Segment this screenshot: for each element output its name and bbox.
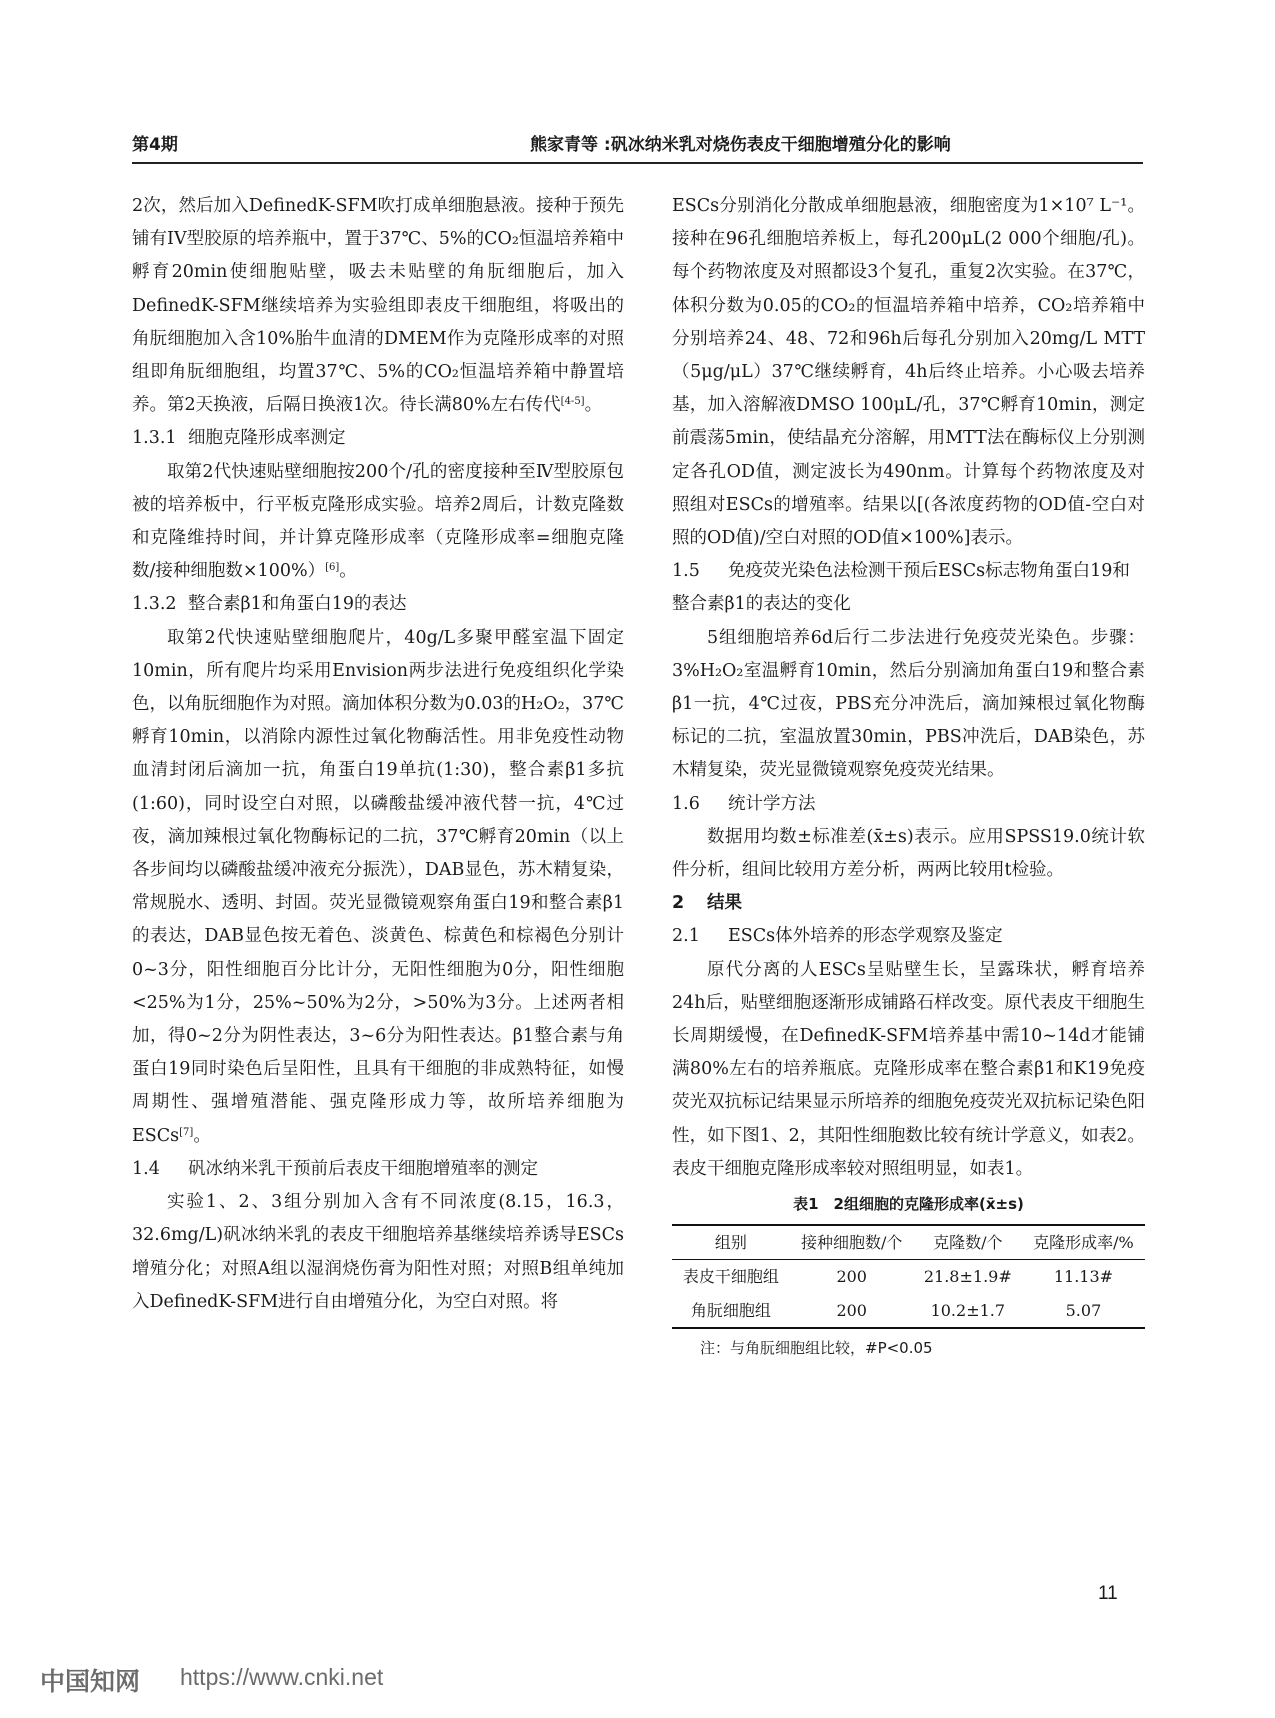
paragraph: 取第2代快速贴壁细胞爬片，40g/L多聚甲醛室温下固定10min，所有爬片均采用Envision两步法进行免疫组织化学染色，以角朊细胞作为对照。滴加体积分数为0.03的H₂O₂，37℃孵育10min，以消除内源性过氧化物酶活性。用非免疫性动物血清封闭后滴加一抗，角蛋白19单抗(1:30)，整合素β1多抗(1:60)，同时设空白对照，以磷酸盐缓冲液代替一抗，4℃过夜，滴加辣根过氧化物酶标记的二抗，37℃孵育20min（以上各步间均以磷酸盐缓冲液充分振洗），DAB显色，苏木精复染，常规脱水、透明、封固。荧光显微镜观察角蛋白19和整合素β1的表达，DAB显色按无着色、淡黄色、棕黄色和棕褐色分别计0~3分，阳性细胞百分比计分，无阳性细胞为0分，阳性细胞<25%为1分，25%~50%为2分，>50%为3分。上述两者相加，得0~2分为阴性表达，3~6分为阳性表达。β1整合素与角蛋白19同时染色后呈阳性，且具有干细胞的非成熟特征，如慢周期性、强增殖潜能、强克隆形成力等，故所培养细胞为ESCs[7]。 [132,627,624,1146]
paragraph: ESCs分别消化分散成单细胞悬液，细胞密度为1×10⁷ L⁻¹。接种在96孔细胞培养板上，每孔200μL(2 000个细胞/孔)。每个药物浓度及对照都设3个复孔，重复2次实验。在37℃，体积分数为0.05的CO₂的恒温培养箱中培养，CO₂培养箱中分别培养24、48、72和96h后每孔分别加入20mg/L MTT（5μg/μL）37℃继续孵育，4h后终止培养。小心吸去培养基，加入溶解液DMSO 100μL/孔，37℃孵育10min，测定前震荡5min，使结晶充分溶解，用MTT法在酶标仪上分别测定各孔OD值，测定波长为490nm。计算每个药物浓度及对照组对ESCs的增殖率。结果以[(各浓度药物的OD值-空白对照的OD值)/空白对照的OD值×100%]表示。 [672,196,1145,549]
table-row [672,1294,1145,1328]
table-header: 克隆形成率/% [1022,1225,1145,1260]
table-cell: 5.07 [1022,1294,1145,1328]
table-cell: 表皮干细胞组 [682,1267,779,1287]
right-column [672,190,1145,1363]
section-heading: 1.4 矾冰纳米乳干预前后表皮干细胞增殖率的测定 [132,1158,538,1179]
table-cell: 200 [836,1267,867,1287]
paragraph: 数据用均数±标准差(x̄±s)表示。应用SPSS19.0统计软件分析，组间比较用方差分析，两两比较用t检验。 [672,826,1145,881]
section-heading: 1.3.2 整合素β1和角蛋白19的表达 [132,594,407,615]
running-title: 熊家青等 :矾冰纳米乳对烧伤表皮干细胞增殖分化的影响 [530,135,951,155]
table-cell: 11.13# [1053,1267,1114,1287]
paragraph: 5组细胞培养6d后行二步法进行免疫荧光染色。步骤：3%H₂O₂室温孵育10min，然后分别滴加角蛋白19和整合素β1一抗，4℃过夜，PBS充分冲洗后，滴加辣根过氧化物酶标记的二抗，室温放置30min，PBS冲洗后，DAB染色，苏木精复染，荧光显微镜观察免疫荧光结果。 [672,627,1145,781]
table-cell: 角朊细胞组 [672,1294,790,1328]
paragraph: 取第2代快速贴壁细胞按200个/孔的密度接种至Ⅳ型胶原包被的培养板中，行平板克隆形成实验。培养2周后，计数克隆数和克隆维持时间，并计算克隆形成率（克隆形成率=细胞克隆数/接种细胞数×100%）[6]。 [132,461,624,582]
section-heading: 1.6 统计学方法 [672,793,816,814]
left-column [132,190,624,1319]
table-header: 接种细胞数/个 [790,1225,914,1260]
table-row [672,1260,1145,1294]
table-cell: 21.8±1.9# [923,1267,1012,1287]
table-header: 组别 [672,1225,790,1260]
citation[interactable]: [4-5] [560,396,585,408]
section-heading: 1.5 免疫荧光染色法检测干预后ESCs标志物角蛋白19和整合素β1的表达的变化 [672,561,1130,615]
paragraph: 原代分离的人ESCs呈贴壁生长，呈露珠状，孵育培养24h后，贴壁细胞逐渐形成铺路石样改变。原代表皮干细胞生长周期缓慢，在DefinedK-SFM培养基中需10~14d才能铺满80%左右的培养瓶底。克隆形成率在整合素β1和K19免疫荧光双抗标记结果显示所培养的细胞免疫荧光双抗标记染色阳性，如下图1、2，其阳性细胞数比较有统计学意义，如表2。表皮干细胞克隆形成率较对照组明显，如表1。 [672,959,1145,1179]
issue-number: 第4期 [132,135,178,155]
table-header: 克隆数/个 [914,1225,1022,1260]
citation[interactable]: [7] [179,1126,194,1138]
page-number: 11 [1098,1583,1118,1604]
data-table [672,1224,1145,1329]
table-note: 注：与角朊细胞组比较，#P<0.05 [700,1338,933,1357]
footer-url-link[interactable]: https://www.cnki.net [180,1664,384,1690]
cnki-logo[interactable]: 中国知网 [40,1667,141,1696]
section-heading: 1.3.1 细胞克隆形成率测定 [132,428,346,449]
citation[interactable]: [6] [325,562,340,574]
table-cell: 10.2±1.7 [914,1294,1022,1328]
header-rule [132,162,1143,164]
paragraph: 实验1、2、3组分别加入含有不同浓度(8.15，16.3，32.6mg/L)矾冰纳米乳的表皮干细胞培养基继续培养诱导ESCs增殖分化；对照A组以湿润烧伤膏为阳性对照；对照B组单纯加入DefinedK-SFM进行自由增殖分化，为空白对照。将 [132,1192,624,1312]
running-header [132,130,1143,162]
section-heading: 2 结果 [672,893,742,914]
table-caption: 表1 2组细胞的克隆形成率(x̄±s) [793,1195,1024,1214]
table-cell: 200 [790,1294,914,1328]
section-heading: 2.1 ESCs体外培养的形态学观察及鉴定 [672,926,1003,947]
paragraph: 2次，然后加入DefinedK-SFM吹打成单细胞悬液。接种于预先铺有IV型胶原的培养瓶中，置于37℃、5%的CO₂恒温培养箱中孵育20min使细胞贴壁，吸去未贴壁的角朊细胞后，加入DefinedK-SFM继续培养为实验组即表皮干细胞组，将吸出的角朊细胞加入含10%胎牛血清的DMEM作为克隆形成率的对照组即角朊细胞组，均置37℃、5%的CO₂恒温培养箱中静置培养。第2天换液，后隔日换液1次。待长满80%左右传代[4-5]。 [132,196,624,416]
